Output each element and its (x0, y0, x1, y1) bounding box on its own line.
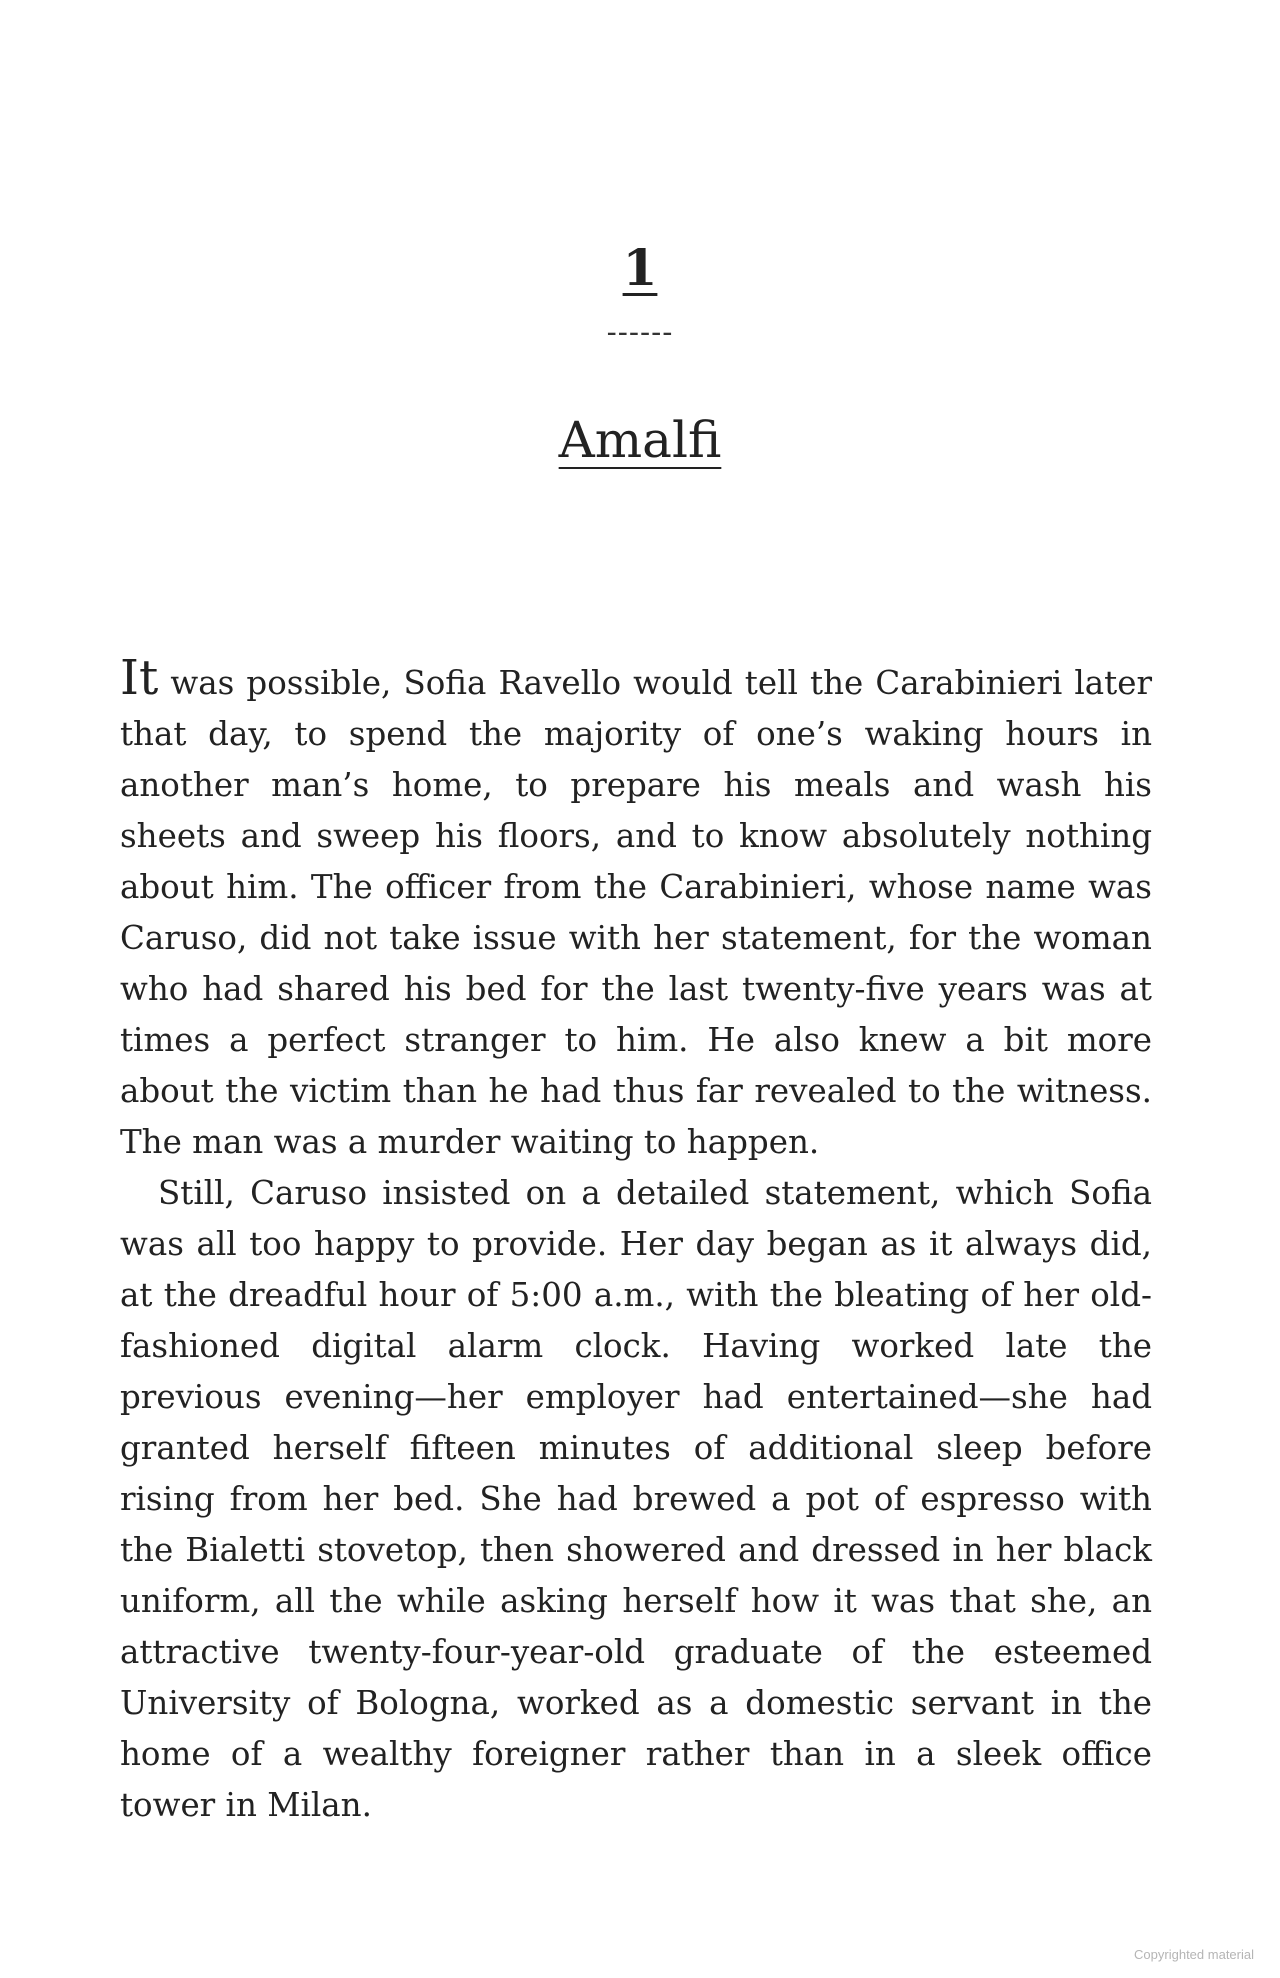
chapter-body (120, 650, 1152, 1831)
chapter-title (0, 405, 1280, 475)
paragraph-1 (120, 650, 1152, 1168)
chapter-number (0, 238, 1280, 298)
copyright-notice: Copyrighted material (1134, 1947, 1254, 1962)
chapter-number-text: 1 (622, 238, 658, 297)
paragraph-initial: It (120, 650, 159, 706)
paragraph-1-text: was possible, Sofia Ravello would tell the Carabinieri later that day, to spend the majority of one’s waking hours in another man’s home, to prepare his meals and wash his sheets and sweep his floors, and to know absolutely nothing about him. The officer from the Carabinieri, whose name was Caruso, did not take issue with her statement, for the woman who had shared his bed for the last twenty-five years was at times a perfect stranger to him. He also knew a bit more about the victim than he had thus far revealed to the witness. The man was a murder waiting to happen. (120, 664, 1152, 1161)
chapter-divider: ------ (606, 315, 674, 350)
chapter-title-text: Amalfi (558, 411, 722, 469)
paragraph-2: Still, Caruso insisted on a detailed statement, which Sofia was all too happy to provide. Her day began as it always did, at the dreadful hour of 5:00 a.m., with the bleating of her old-fashioned digital alarm clock. Having worked late the previous evening—her employer had entertained—she had granted herself fifteen minutes of additional sleep before rising from her bed. She had brewed a pot of espresso with the Bialetti stovetop, then showered and dressed in her black uniform, all the while asking herself how it was that she, an attractive twenty-four-year-old graduate of the esteemed University of Bologna, worked as a domestic servant in the home of a wealthy foreigner rather than in a sleek office tower in Milan. (120, 1174, 1152, 1824)
